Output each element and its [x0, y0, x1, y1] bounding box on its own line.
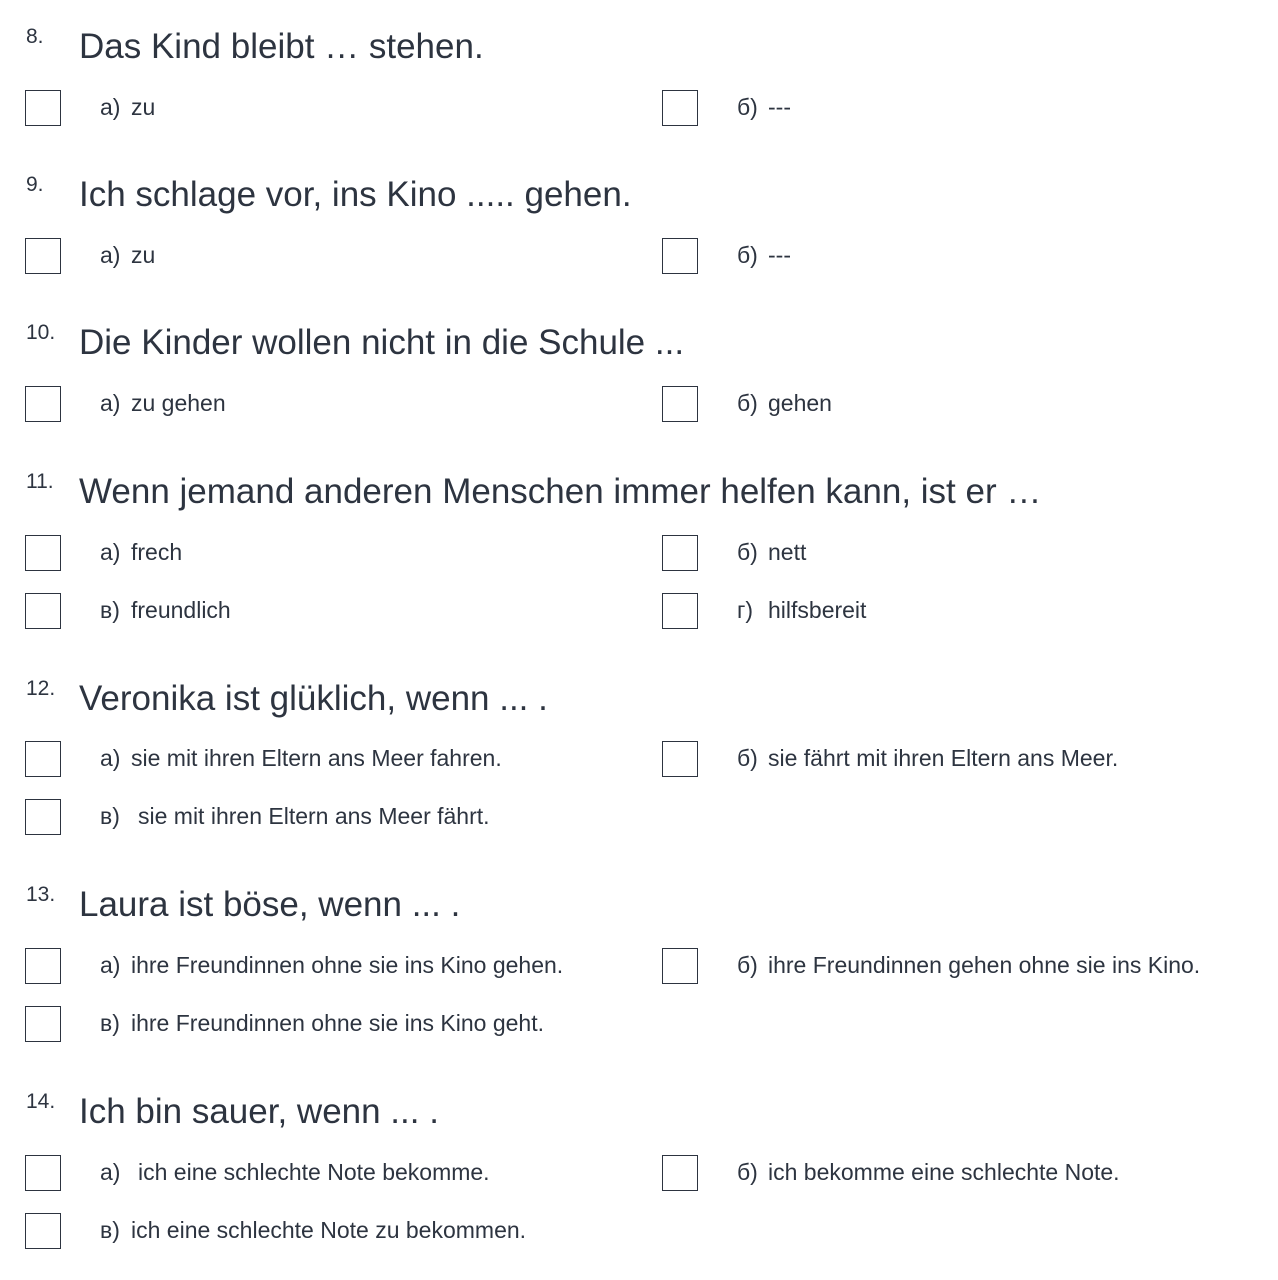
question-number: 10. [26, 321, 56, 344]
option-letter: б) [737, 952, 758, 978]
checkbox[interactable] [25, 238, 61, 274]
option-text: zu [131, 94, 156, 120]
checkbox[interactable] [662, 741, 698, 777]
checkbox[interactable] [25, 948, 61, 984]
checkbox[interactable] [662, 386, 698, 422]
checkbox[interactable] [662, 948, 698, 984]
option-text: ich bekomme eine schlechte Note. [768, 1159, 1120, 1185]
option-text: --- [768, 242, 791, 268]
option-letter: б) [737, 1159, 758, 1185]
option-letter: а) [100, 242, 121, 268]
checkbox[interactable] [662, 238, 698, 274]
option-text: ihre Freundinnen gehen ohne sie ins Kino. [768, 952, 1201, 978]
option-letter: а) [100, 745, 121, 771]
checkbox[interactable] [662, 90, 698, 126]
question-text: Die Kinder wollen nicht in die Schule ... [79, 323, 685, 362]
checkbox[interactable] [662, 593, 698, 629]
option-text: zu gehen [131, 390, 226, 416]
question-text: Veronika ist glüklich, wenn ... . [79, 679, 548, 718]
option-text: hilfsbereit [768, 597, 867, 623]
option-letter: в) [100, 597, 120, 623]
option-letter: а) [100, 952, 121, 978]
checkbox[interactable] [662, 1155, 698, 1191]
option-text: gehen [768, 390, 832, 416]
question-number: 12. [26, 677, 56, 700]
option-text: ich eine schlechte Note zu bekommen. [131, 1217, 527, 1243]
option-letter: а) [100, 1159, 121, 1185]
option-text: --- [768, 94, 791, 120]
checkbox[interactable] [25, 1155, 61, 1191]
option-letter: б) [737, 390, 758, 416]
option-letter: в) [100, 1010, 120, 1036]
option-text: ich eine schlechte Note bekomme. [138, 1159, 490, 1185]
option-letter: г) [737, 597, 754, 623]
option-letter: б) [737, 745, 758, 771]
option-letter: а) [100, 94, 121, 120]
option-text: freundlich [131, 597, 231, 623]
option-letter: б) [737, 242, 758, 268]
checkbox[interactable] [25, 741, 61, 777]
option-text: sie mit ihren Eltern ans Meer fährt. [138, 803, 490, 829]
question-number: 11. [26, 470, 54, 493]
checkbox[interactable] [25, 593, 61, 629]
checkbox[interactable] [25, 90, 61, 126]
question-text: Ich schlage vor, ins Kino ..... gehen. [79, 175, 632, 214]
option-text: nett [768, 539, 807, 565]
question-number: 14. [26, 1090, 56, 1113]
question-number: 9. [26, 173, 44, 196]
checkbox[interactable] [25, 1006, 61, 1042]
option-letter: в) [100, 803, 120, 829]
option-text: sie fährt mit ihren Eltern ans Meer. [768, 745, 1119, 771]
question-text: Ich bin sauer, wenn ... . [79, 1092, 439, 1131]
option-text: ihre Freundinnen ohne sie ins Kino geht. [131, 1010, 545, 1036]
option-text: sie mit ihren Eltern ans Meer fahren. [131, 745, 502, 771]
option-letter: б) [737, 539, 758, 565]
option-letter: в) [100, 1217, 120, 1243]
checkbox[interactable] [25, 799, 61, 835]
question-number: 8. [26, 25, 44, 48]
option-text: ihre Freundinnen ohne sie ins Kino gehen. [131, 952, 564, 978]
option-letter: а) [100, 390, 121, 416]
option-letter: б) [737, 94, 758, 120]
option-text: frech [131, 539, 183, 565]
question-text: Wenn jemand anderen Menschen immer helfen kann, ist er … [79, 472, 1042, 511]
option-text: zu [131, 242, 156, 268]
question-text: Laura ist böse, wenn ... . [79, 885, 461, 924]
question-number: 13. [26, 883, 56, 906]
checkbox[interactable] [25, 386, 61, 422]
option-letter: а) [100, 539, 121, 565]
checkbox[interactable] [25, 535, 61, 571]
checkbox[interactable] [25, 1213, 61, 1249]
checkbox[interactable] [662, 535, 698, 571]
question-text: Das Kind bleibt … stehen. [79, 27, 484, 66]
